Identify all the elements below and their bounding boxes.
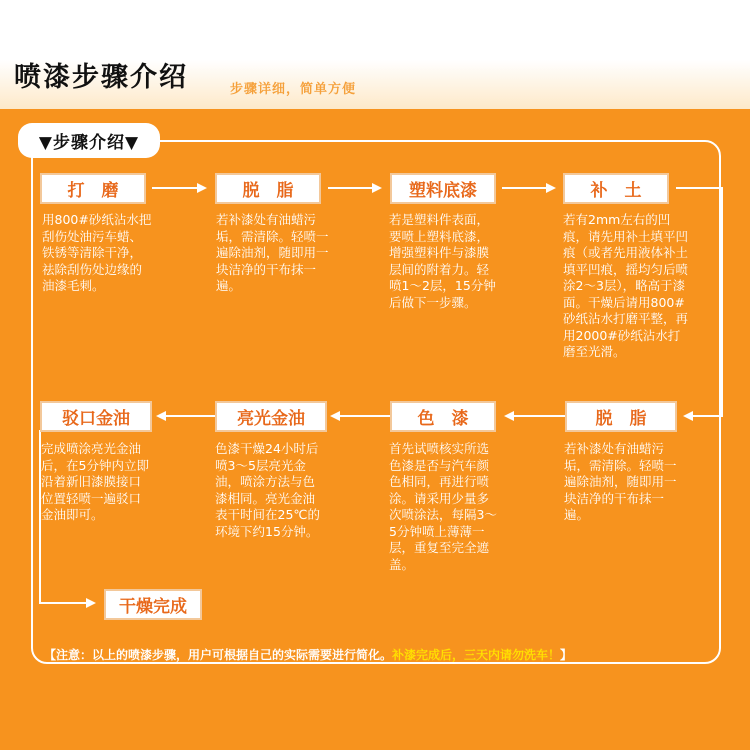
page-subtitle: 步骤详细，简单方便 [230,82,357,97]
step-box-base-coat: 色 漆 [390,401,496,432]
step-desc-clear-coat: 色漆干燥24小时后喷3～5层亮光金油，喷涂方法与色漆相同。亮光金油表干时间在25℃的环境下约15分钟。 [215,441,320,539]
step-desc-sanding: 用800#砂纸沾水把刮伤处油污车蜡、铁锈等清除干净，祛除刮伤处边缘的油漆毛刺。 [42,212,152,293]
section-tab: ▼步骤介绍▼ [18,123,160,158]
notice-highlight: 补漆完成后，三天内请勿洗车！ [392,648,561,662]
step-box-sanding: 打 磨 [40,173,146,204]
step-box-blend-clear: 驳口金油 [40,401,152,432]
step-box-clear-coat: 亮光金油 [215,401,327,432]
step-desc-filler: 若有2mm左右的凹痕，请先用补土填平凹痕（或者先用液体补土填平凹痕，摇均匀后喷涂2～3层），略高于漆面。干燥后请用800#砂纸沾水打磨平整，再用2000#砂纸沾水打磨至光滑。 [563,212,689,359]
notice-text [44,646,724,663]
step-box-degrease-2: 脱 脂 [565,401,677,432]
step-desc-blend-clear: 完成喷涂亮光金油后，在5分钟内立即沿着新旧漆膜接口位置轻喷一遍驳口金油即可。 [41,441,149,522]
step-box-plastic-primer: 塑料底漆 [390,173,496,204]
step-box-filler: 补 土 [563,173,669,204]
notice-prefix: 【注意：以上的喷漆步骤，用户可根据自己的实际需要进行简化。 [44,648,393,662]
step-desc-plastic-primer: 若是塑料件表面，要喷上塑料底漆，增强塑料件与漆膜层间的附着力。轻喷1～2层，15分钟后做下一步骤。 [389,212,496,310]
notice-suffix: 】 [560,648,573,662]
step-box-dry-complete: 干燥完成 [104,589,202,620]
step-desc-degrease-2: 若补漆处有油蜡污垢，需清除。轻喷一遍除油剂，随即用一块洁净的干布抹一遍。 [564,441,677,522]
step-desc-degrease-1: 若补漆处有油蜡污垢，需清除。轻喷一遍除油剂，随即用一块洁净的干布抹一遍。 [216,212,329,293]
step-box-degrease-1: 脱 脂 [215,173,321,204]
step-desc-base-coat: 首先试喷核实所选色漆是否与汽车颜色相同，再进行喷涂。请采用少量多次喷涂法，每隔3～5分钟喷上薄薄一层，重复至完全遮盖。 [389,441,497,572]
page-title: 喷漆步骤介绍 [14,62,188,93]
